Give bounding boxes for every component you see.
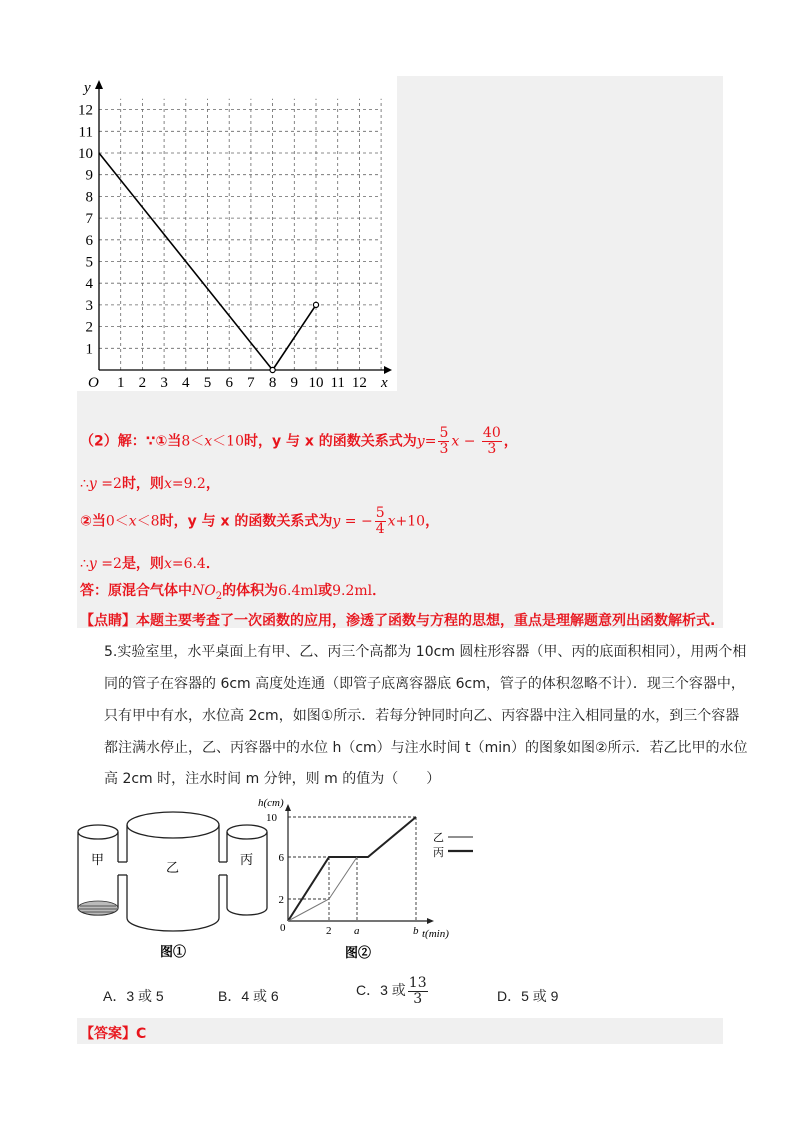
- y-tick-label: 4: [85, 276, 93, 293]
- y-tick-label: 10: [266, 812, 277, 824]
- y-axis-arrow: [95, 80, 103, 89]
- y-tick-labels: [78, 103, 94, 358]
- y-tick-label: 2: [278, 894, 284, 906]
- y-tick-label: 3: [85, 297, 93, 314]
- x-tick-label: a: [354, 925, 360, 937]
- solution-line-1: （2）解：∵①当8＜x＜10时，y 与 x 的函数关系式为y= $\frac{5}{3}$ x − $\frac{40}{3}$ ，: [80, 425, 518, 457]
- y-tick-label: 1: [85, 341, 93, 358]
- solution-line-3: ②当0＜x＜8时，y 与 x 的函数关系式为y = − $\frac{5}{4}$ x+10，: [80, 505, 440, 537]
- x-tick-label: b: [413, 925, 419, 937]
- y-tick-label: 9: [85, 167, 93, 184]
- option-d[interactable]: D．5 或 9: [497, 988, 559, 1004]
- x-tick-label: 10: [308, 375, 324, 391]
- question-line-5: 高 2cm 时，注水时间 m 分钟，则 m 的值为（ ）: [104, 771, 441, 787]
- option-c-fraction: $\frac{13}{3}$: [408, 975, 427, 1007]
- origin-label: O: [88, 375, 99, 391]
- y-tick-label: 6: [278, 852, 284, 864]
- x-tick-label: 1: [116, 375, 125, 391]
- answer-line: [80, 1023, 146, 1043]
- option-c[interactable]: [356, 976, 430, 1007]
- x-tick-label: 3: [160, 375, 168, 391]
- solution-line-2: ∴y =2时，则x=9.2，: [80, 476, 220, 492]
- x-axis-label: t(min): [422, 928, 449, 940]
- y-axis-label: h(cm): [258, 797, 284, 809]
- answer-value: C: [136, 1026, 147, 1042]
- answer-label: 【答案】: [80, 1026, 136, 1042]
- question-line-4: 都注满水停止，乙、丙容器中的水位 h（cm）与注水时间 t（min）的图象如图②所示．若乙比甲的水位: [104, 740, 748, 756]
- x-tick-label: 12: [351, 375, 367, 391]
- open-endpoint: [270, 367, 275, 372]
- option-b[interactable]: B．4 或 6: [218, 988, 279, 1004]
- gray-panel: [397, 76, 723, 391]
- solution-answer: 答：原混合气体中$NO_2$的体积为6.4ml或9.2ml．: [80, 583, 387, 602]
- legend-bing-label: 丙: [433, 847, 444, 859]
- y-tick-label: 12: [78, 102, 93, 119]
- coordinate-graph: [76, 70, 398, 392]
- line-yi: [288, 817, 416, 921]
- solution-comment: 【点睛】本题主要考查了一次函数的应用，渗透了函数与方程的思想，重点是理解题意列出函数解析式.: [80, 613, 716, 629]
- x-axis-arrow: [384, 366, 392, 374]
- x-tick-label: 9: [290, 375, 299, 391]
- figure-1-caption: 图①: [160, 944, 187, 959]
- figure-2-caption: 图②: [345, 945, 372, 960]
- question-line-3: 只有甲中有水，水位高 2cm，如图①所示．若每分钟同时向乙、丙容器中注入相同量的水，到三个容器: [104, 708, 740, 724]
- y-tick-label: 2: [85, 319, 93, 336]
- y-tick-label: 6: [85, 232, 93, 249]
- question-line-1: 5.实验室里，水平桌面上有甲、乙、丙三个高都为 10cm 圆柱形容器（甲、丙的底面积相同），用两个相: [104, 644, 747, 660]
- solution-line-4: ∴y =2是，则x=6.4．: [80, 556, 220, 572]
- function-lines: [99, 153, 319, 373]
- figure-2-graph: [250, 790, 490, 968]
- container-jia-label: 甲: [91, 852, 105, 867]
- y-tick-label: 10: [78, 146, 93, 162]
- x-axis-label: x: [381, 375, 388, 391]
- x-tick-label: 4: [182, 375, 190, 391]
- x-tick-label: 2: [326, 925, 332, 937]
- x-tick-label: 7: [247, 375, 255, 391]
- x-tick-label: 11: [330, 375, 345, 391]
- water-in-jia: [78, 901, 118, 915]
- container-yi-label: 乙: [166, 860, 180, 875]
- legend-yi-label: 乙: [433, 832, 444, 844]
- y-tick-label: 11: [78, 124, 93, 141]
- option-c-label: C．3 或: [356, 982, 406, 999]
- y-tick-label: 5: [85, 254, 93, 271]
- option-a[interactable]: A．3 或 5: [103, 988, 164, 1004]
- y-tick-label: 7: [85, 211, 93, 228]
- x-tick-label: 6: [225, 375, 233, 391]
- x-tick-label: 2: [138, 375, 147, 391]
- question-line-2: 同的管子在容器的 6cm 高度处连通（即管子底离容器底 6cm，管子的体积忽略不计）．现三个容器中，: [104, 676, 745, 692]
- x-tick-labels: [117, 375, 367, 391]
- y-axis-label: y: [84, 80, 91, 96]
- origin-label: 0: [280, 922, 286, 934]
- container-bing-label: 丙: [240, 852, 254, 867]
- open-endpoint: [313, 302, 318, 307]
- figure-1-containers: [70, 805, 280, 965]
- y-tick-label: 8: [85, 189, 93, 206]
- x-tick-label: 8: [268, 375, 277, 391]
- x-tick-label: 5: [203, 375, 212, 391]
- answer-background: [77, 1018, 723, 1044]
